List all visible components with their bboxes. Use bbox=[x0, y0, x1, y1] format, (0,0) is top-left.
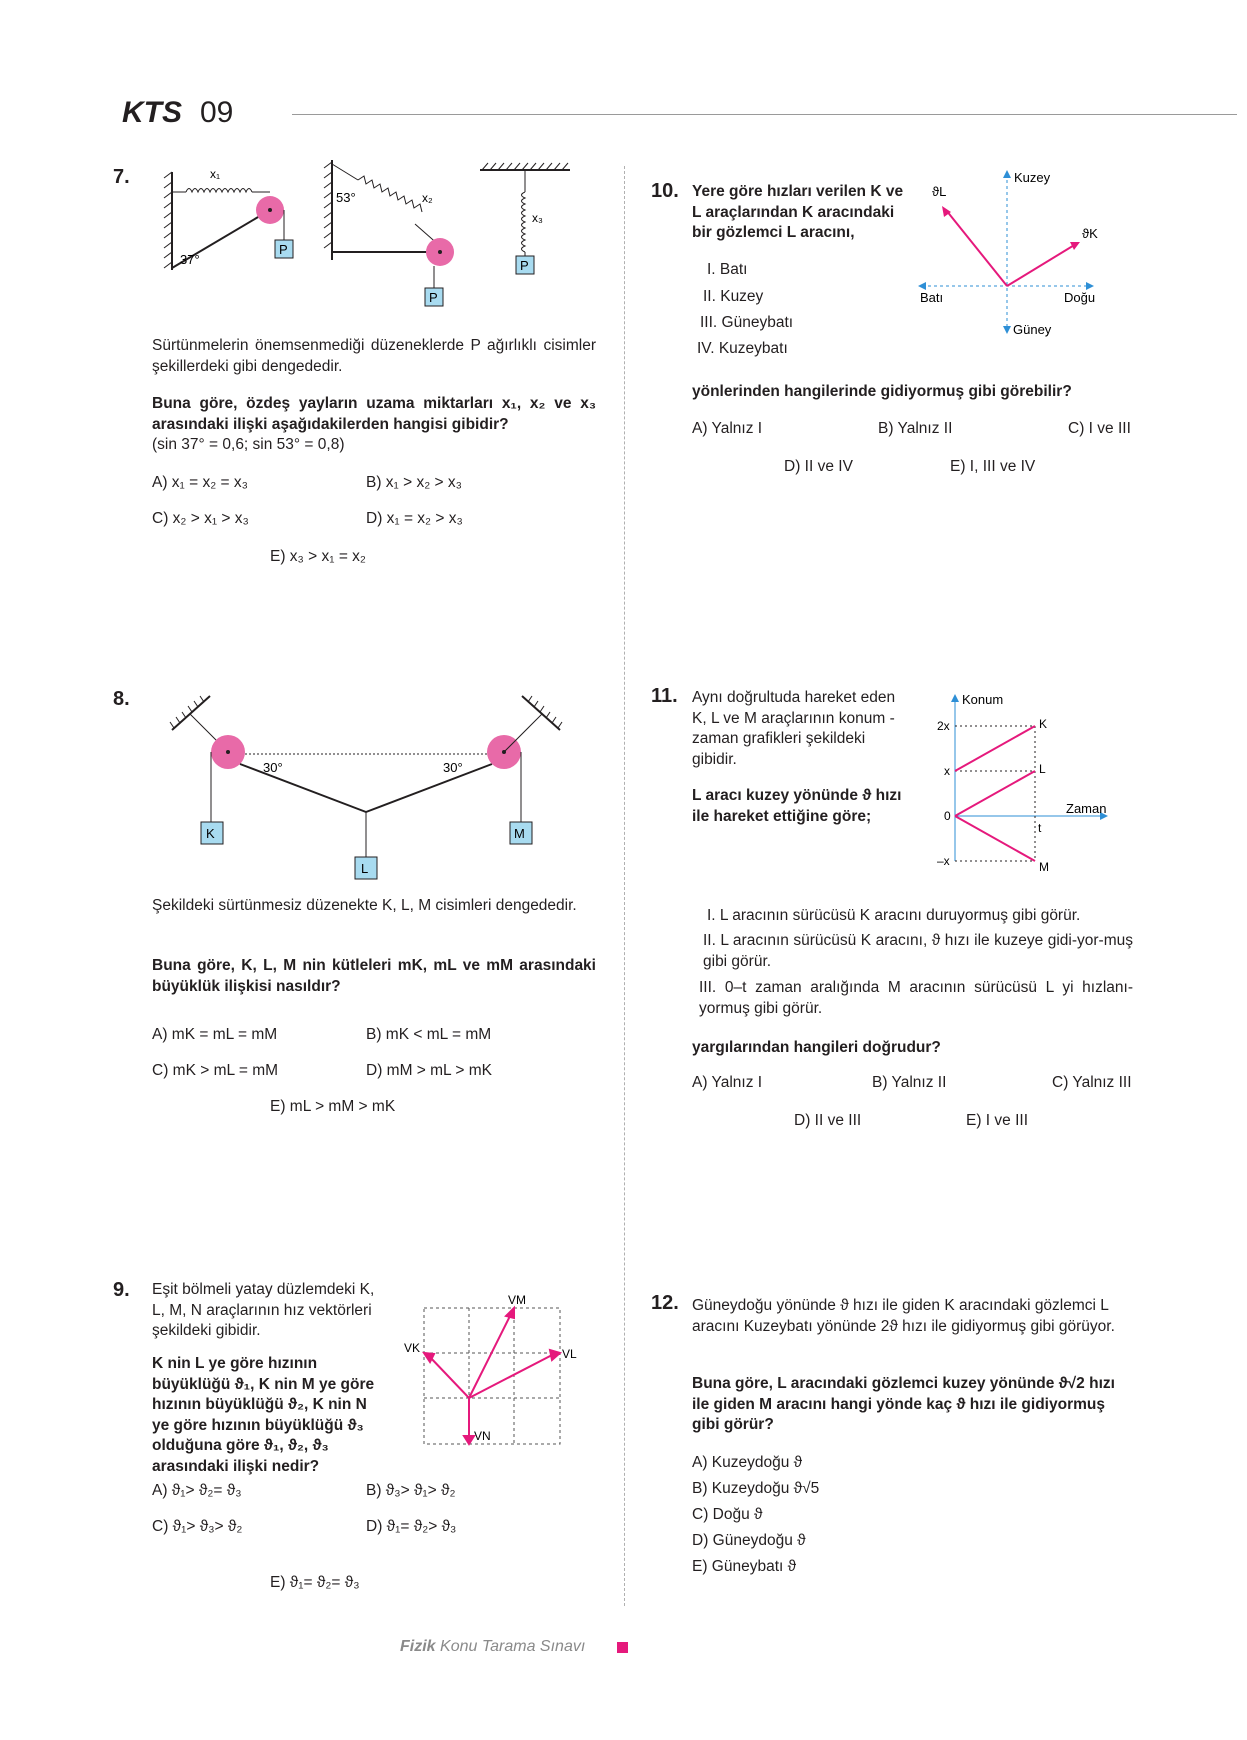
q9-figure bbox=[400, 1284, 590, 1454]
q11-item-1: I. L aracının sürücüsü K aracını duruyormuş gibi görür. bbox=[707, 907, 1081, 924]
q10-question: yönlerinden hangilerinde gidiyormuş gibi görebilir? bbox=[692, 383, 1072, 400]
q10-figure bbox=[910, 166, 1100, 346]
q7-a37: 37° bbox=[180, 252, 200, 267]
q9-vn: VN bbox=[474, 1429, 491, 1443]
q12-question: Buna göre, L aracındaki gözlemci kuzey yönünde ϑ√2 hızı ile giden M aracını hangi yönde kaç ϑ hızı ile gidiyormuş gibi görür? bbox=[692, 1375, 1115, 1433]
q8-a30-right: 30° bbox=[443, 760, 463, 775]
q10-option-e[interactable]: E) I, III ve IV bbox=[950, 458, 1036, 475]
q8-number: 8. bbox=[113, 688, 130, 710]
q7-p1: P bbox=[279, 242, 288, 257]
y-tick-label: x bbox=[944, 764, 950, 778]
q10-number: 10. bbox=[651, 180, 679, 202]
q9-option-c[interactable]: C) ϑ₁> ϑ₃> ϑ₂ bbox=[152, 1518, 243, 1535]
header-rule bbox=[292, 114, 1237, 115]
q12-option-d[interactable]: D) Güneydoğu ϑ bbox=[692, 1532, 806, 1549]
q7-option-a[interactable]: A) x₁ = x₂ = x₃ bbox=[152, 474, 248, 491]
q9-vl: VL bbox=[562, 1347, 577, 1361]
q10-option-d[interactable]: D) II ve IV bbox=[784, 458, 853, 475]
q9-option-d[interactable]: D) ϑ₁= ϑ₂> ϑ₃ bbox=[366, 1518, 457, 1535]
q8-k: K bbox=[206, 826, 215, 841]
q7-a53: 53° bbox=[336, 190, 356, 205]
q7-option-c[interactable]: C) x₂ > x₁ > x₃ bbox=[152, 510, 249, 527]
q8-option-a[interactable]: A) mK = mL = mM bbox=[152, 1026, 278, 1043]
q11-item-3: III. 0–t zaman aralığında M aracının sürücüsü L yi hızlanı-yormuş gibi görür. bbox=[699, 979, 1133, 1017]
q10-item-1: I. Batı bbox=[707, 261, 748, 278]
series-line-L bbox=[955, 771, 1035, 816]
q7-text: Sürtünmelerin önemsenmediği düzeneklerde P ağırlıklı cisimler şekillerdeki gibi dengededir. bbox=[152, 337, 596, 375]
q9-option-a[interactable]: A) ϑ₁> ϑ₂= ϑ₃ bbox=[152, 1482, 242, 1499]
q12-option-b[interactable]: B) Kuzeydoğu ϑ√5 bbox=[692, 1480, 820, 1497]
q9-option-e[interactable]: E) ϑ₁= ϑ₂= ϑ₃ bbox=[270, 1574, 360, 1591]
q7-option-d[interactable]: D) x₁ = x₂ > x₃ bbox=[366, 510, 463, 527]
q8-option-e[interactable]: E) mL > mM > mK bbox=[270, 1098, 396, 1115]
q8-m: M bbox=[514, 826, 525, 841]
q8-option-d[interactable]: D) mM > mL > mK bbox=[366, 1062, 493, 1079]
chart-xlabel: Zaman bbox=[1066, 801, 1107, 816]
y-tick-label: –x bbox=[937, 854, 950, 868]
series-line-M bbox=[955, 816, 1035, 861]
footer-text bbox=[400, 1638, 585, 1656]
q9-vk: VK bbox=[404, 1341, 421, 1355]
q10-item-4: IV. Kuzeybatı bbox=[697, 340, 788, 357]
q7-note: (sin 37° = 0,6; sin 53° = 0,8) bbox=[152, 436, 345, 453]
q11-item-2: II. L aracının sürücüsü K aracını, ϑ hızı ile kuzeye gidi-yor-muş gibi görür. bbox=[703, 932, 1133, 970]
q11-question: L aracı kuzey yönünde ϑ hızı ile hareket ettiğine göre; bbox=[692, 787, 902, 825]
q7-number: 7. bbox=[113, 166, 130, 188]
q11-option-b[interactable]: B) Yalnız II bbox=[872, 1074, 947, 1091]
q12-option-c[interactable]: C) Doğu ϑ bbox=[692, 1506, 763, 1523]
q8-option-c[interactable]: C) mK > mL = mM bbox=[152, 1062, 279, 1079]
q11-option-d[interactable]: D) II ve III bbox=[794, 1112, 862, 1129]
q10-option-b[interactable]: B) Yalnız II bbox=[878, 420, 953, 437]
q8-l: L bbox=[361, 861, 369, 876]
q10-north: Kuzey bbox=[1014, 170, 1051, 185]
y-tick-label: 2x bbox=[937, 719, 950, 733]
q7-p3: P bbox=[520, 258, 529, 273]
q11-option-c[interactable]: C) Yalnız III bbox=[1052, 1074, 1132, 1091]
x-tick-label: t bbox=[1038, 821, 1042, 835]
q7-p2: P bbox=[429, 290, 438, 305]
q10-east: Doğu bbox=[1064, 290, 1096, 305]
q12-option-a[interactable]: A) Kuzeydoğu ϑ bbox=[692, 1454, 803, 1471]
header-number: 09 bbox=[200, 96, 234, 129]
q10-vl: ϑL bbox=[932, 184, 947, 199]
series-label-M: M bbox=[1039, 860, 1049, 874]
q7-x3: x₃ bbox=[532, 211, 543, 225]
q10-text: Yere göre hızları verilen K ve L araçlarından K aracındaki bir gözlemci L aracını, bbox=[692, 183, 904, 241]
q8-a30-left: 30° bbox=[263, 760, 283, 775]
q11-question2: yargılarından hangileri doğrudur? bbox=[692, 1039, 941, 1056]
q10-item-3: III. Güneybatı bbox=[700, 314, 794, 331]
q12-number: 12. bbox=[651, 1292, 679, 1314]
q9-question: K nin L ye göre hızının büyüklüğü ϑ₁, K nin M ye göre hızının büyüklüğü ϑ₂, K nin N ye göre hızının büyüklüğü ϑ₃ olduğuna göre ϑ₁, ϑ₂, ϑ₃ arasındaki ilişki nedir? bbox=[152, 1355, 375, 1475]
q11-number: 11. bbox=[651, 685, 678, 707]
q7-x2: x₂ bbox=[422, 191, 433, 205]
q8-figure bbox=[160, 680, 580, 890]
footer-subtitle: Konu Tarama Sınavı bbox=[440, 1638, 586, 1655]
q7-x1: x₁ bbox=[210, 167, 221, 181]
q11-text: Aynı doğrultuda hareket eden K, L ve M araçlarının konum -zaman grafikleri şekildeki gibidir. bbox=[692, 689, 896, 768]
q7-option-b[interactable]: B) x₁ > x₂ > x₃ bbox=[366, 474, 462, 491]
q9-option-b[interactable]: B) ϑ₃> ϑ₁> ϑ₂ bbox=[366, 1482, 456, 1499]
q9-text: Eşit bölmeli yatay düzlemdeki K, L, M, N araçlarının hız vektörleri şekildeki gibidir. bbox=[152, 1281, 375, 1339]
q7-question: Buna göre, özdeş yayların uzama miktarları x₁, x₂ ve x₃ arasındaki ilişki aşağıdakilerden hangisi gibidir? bbox=[152, 395, 596, 433]
q10-south: Güney bbox=[1013, 322, 1052, 337]
q8-option-b[interactable]: B) mK < mL = mM bbox=[366, 1026, 492, 1043]
q7-figure bbox=[160, 160, 620, 330]
footer-square bbox=[617, 1642, 628, 1653]
header-title: KTS bbox=[122, 96, 182, 129]
series-label-L: L bbox=[1039, 762, 1046, 776]
q9-vm: VM bbox=[508, 1293, 526, 1307]
q10-option-a[interactable]: A) Yalnız I bbox=[692, 420, 763, 437]
q11-option-a[interactable]: A) Yalnız I bbox=[692, 1074, 763, 1091]
q10-vk: ϑK bbox=[1082, 226, 1098, 241]
q10-item-2: II. Kuzey bbox=[703, 288, 764, 305]
q7-option-e[interactable]: E) x₃ > x₁ = x₂ bbox=[270, 548, 366, 565]
q8-text: Şekildeki sürtünmesiz düzenekte K, L, M cisimleri dengededir. bbox=[152, 897, 577, 914]
q10-option-c[interactable]: C) I ve III bbox=[1068, 420, 1131, 437]
q12-option-e[interactable]: E) Güneybatı ϑ bbox=[692, 1558, 797, 1575]
q9-number: 9. bbox=[113, 1279, 130, 1301]
footer-subject: Fizik bbox=[400, 1638, 436, 1655]
chart-ylabel: Konum bbox=[962, 692, 1004, 707]
series-label-K: K bbox=[1039, 717, 1048, 731]
q11-option-e[interactable]: E) I ve III bbox=[966, 1112, 1029, 1129]
column-divider bbox=[624, 166, 625, 1606]
series-line-K bbox=[955, 726, 1035, 771]
q11-chart bbox=[930, 686, 1120, 886]
q10-west: Batı bbox=[920, 290, 944, 305]
q8-question: Buna göre, K, L, M nin kütleleri mK, mL ve mM arasındaki büyüklük ilişkisi nasıldır? bbox=[152, 957, 596, 995]
q12-text: Güneydoğu yönünde ϑ hızı ile giden K aracındaki gözlemci L aracını Kuzeybatı yönünde 2ϑ hızı ile gidiyormuş gibi görüyor. bbox=[692, 1297, 1115, 1335]
y-tick-label: 0 bbox=[944, 809, 951, 823]
